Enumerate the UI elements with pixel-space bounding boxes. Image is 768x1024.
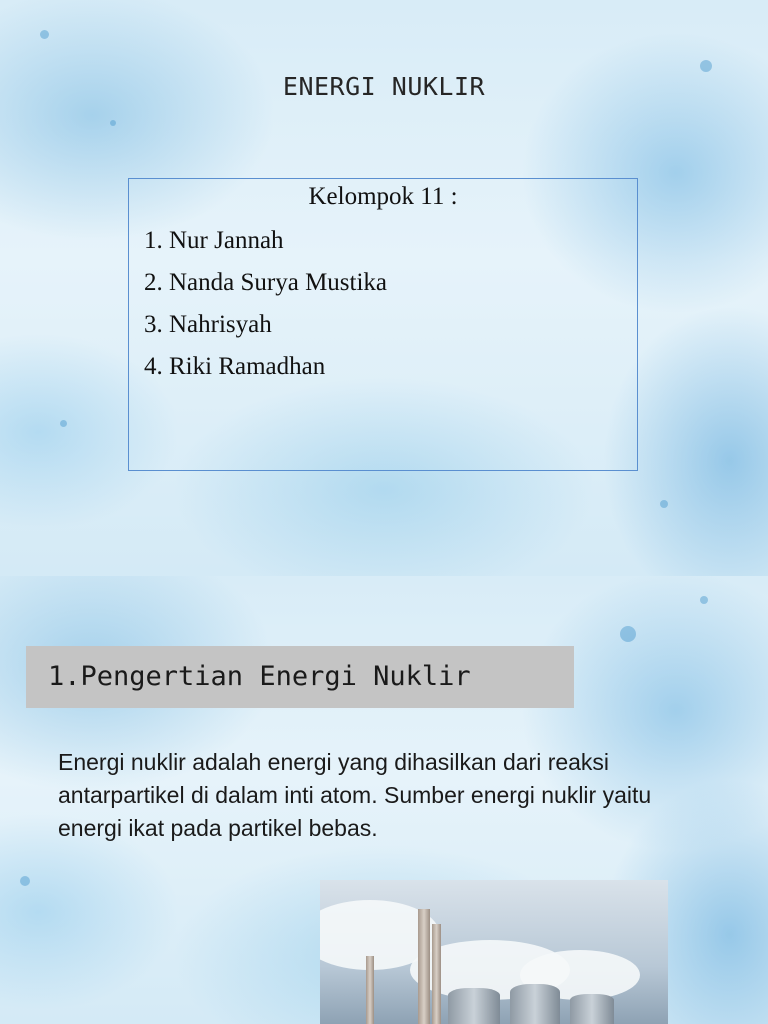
- paint-speck: [60, 420, 67, 427]
- paint-speck: [20, 876, 30, 886]
- paint-speck: [700, 60, 712, 72]
- chimney-shape: [432, 924, 441, 1024]
- list-item: 2. Nanda Surya Mustika: [144, 269, 388, 296]
- list-item: 3. Nahrisyah: [144, 311, 272, 338]
- section-heading: 1.Pengertian Energi Nuklir: [26, 646, 574, 708]
- cooling-tower-shape: [448, 988, 500, 1024]
- slide-2: [0, 576, 768, 1024]
- paint-speck: [110, 120, 116, 126]
- list-item: 4. Riki Ramadhan: [144, 353, 326, 380]
- cooling-tower-shape: [510, 984, 560, 1024]
- group-members-box: [128, 178, 638, 471]
- chimney-shape: [366, 956, 374, 1024]
- paint-speck: [660, 500, 668, 508]
- paint-speck: [40, 30, 49, 39]
- cooling-tower-shape: [570, 994, 614, 1024]
- chimney-shape: [418, 909, 430, 1024]
- list-item: 1. Nur Jannah: [144, 227, 284, 254]
- definition-paragraph: Energi nuklir adalah energi yang dihasilkan dari reaksi antarpartikel di dalam inti atom. Sumber energi nuklir yaitu energi ikat pada partikel bebas.: [58, 749, 652, 841]
- nuclear-power-plant-photo: [320, 880, 668, 1024]
- member-list: [144, 225, 387, 393]
- paint-speck: [620, 626, 636, 642]
- paint-speck: [700, 596, 708, 604]
- slide-title: ENERGI NUKLIR: [282, 72, 486, 101]
- group-title: Kelompok 11 :: [308, 183, 458, 210]
